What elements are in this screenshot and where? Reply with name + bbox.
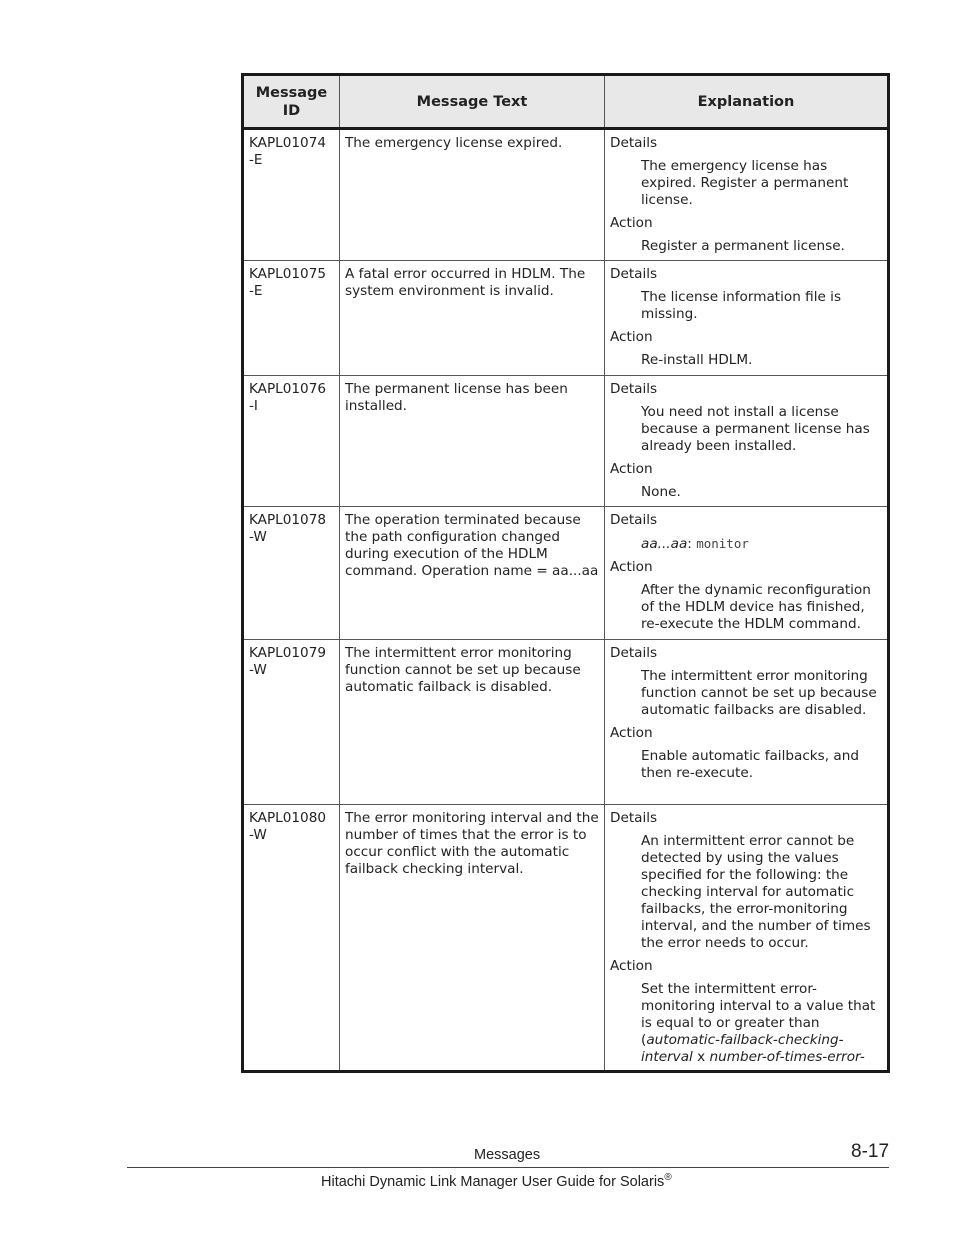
action-text: Re-install HDLM. [641, 352, 753, 368]
message-id-line2: -W [249, 662, 267, 678]
details-text: The license information file is missing. [641, 289, 842, 322]
variable-name: automatic-failback-checking-interval [641, 1032, 844, 1065]
message-id-line1: KAPL01076 [249, 381, 326, 397]
page-number: 8-17 [851, 1141, 890, 1162]
explanation-cell [605, 507, 889, 640]
footer-document-title [321, 1172, 672, 1190]
code-value: monitor [696, 536, 749, 551]
action-label: Action [610, 329, 653, 345]
operator: x [692, 1049, 710, 1065]
message-id-line2: -E [249, 283, 263, 299]
message-text-cell: The operation terminated because the path configuration changed during execution of the HDLM command. Operation name = aa...aa [340, 507, 605, 640]
message-id-line1: KAPL01080 [249, 810, 326, 826]
explanation-cell [605, 805, 889, 1072]
message-text-cell: A fatal error occurred in HDLM. The system environment is invalid. [340, 261, 605, 376]
action-text [641, 981, 882, 1066]
explanation-cell [605, 376, 889, 507]
action-label: Action [610, 725, 653, 741]
message-id-line1: KAPL01074 [249, 135, 326, 151]
details-label: Details [610, 810, 658, 826]
action-label: Action [610, 461, 653, 477]
message-id-cell [243, 261, 340, 376]
document-title-text: Hitachi Dynamic Link Manager User Guide for Solaris [321, 1173, 665, 1190]
action-label: Action [610, 958, 653, 974]
explanation-cell [605, 129, 889, 261]
message-id-line1: KAPL01078 [249, 512, 326, 528]
header-message-id: Message ID [243, 75, 340, 129]
action-text: After the dynamic reconfiguration of the HDLM device has finished, re-execute the HDLM command. [641, 582, 871, 632]
message-text-cell: The error monitoring interval and the number of times that the error is to occur conflict with the automatic failback checking interval. [340, 805, 605, 1072]
table-row [243, 507, 889, 640]
table-row [243, 805, 889, 1072]
separator: : [687, 536, 697, 552]
table-row [243, 261, 889, 376]
action-label: Action [610, 215, 653, 231]
registered-mark: ® [664, 1172, 672, 1183]
message-text-cell: The permanent license has been installed. [340, 376, 605, 507]
action-text: None. [641, 484, 681, 500]
variable-name: number-of-times-error- [709, 1049, 865, 1065]
message-id-cell [243, 376, 340, 507]
details-label: Details [610, 266, 658, 282]
details-text [641, 535, 882, 553]
header-explanation: Explanation [605, 75, 889, 129]
message-id-line1: KAPL01079 [249, 645, 326, 661]
message-id-line2: -W [249, 529, 267, 545]
footer-divider [127, 1167, 889, 1168]
details-label: Details [610, 645, 658, 661]
message-table [241, 73, 890, 1073]
details-text: The intermittent error monitoring function cannot be set up because automatic failbacks are disabled. [641, 668, 877, 718]
message-id-line2: -E [249, 152, 263, 168]
message-id-line2: -I [249, 398, 258, 414]
table-row [243, 640, 889, 805]
details-text: The emergency license has expired. Register a permanent license. [641, 158, 849, 208]
message-id-cell [243, 805, 340, 1072]
footer-section-name: Messages [474, 1147, 541, 1163]
details-label: Details [610, 512, 658, 528]
details-text: You need not install a license because a permanent license has already been installed. [641, 404, 870, 454]
table-header-row [243, 75, 889, 129]
action-prefix: Set the intermittent error-monitoring interval to a value that is equal to or greater than ( [641, 981, 876, 1048]
details-label: Details [610, 381, 658, 397]
details-label: Details [610, 135, 658, 151]
table-row [243, 129, 889, 261]
message-text-cell: The intermittent error monitoring function cannot be set up because automatic failback is disabled. [340, 640, 605, 805]
message-id-cell [243, 507, 340, 640]
action-text: Enable automatic failbacks, and then re-execute. [641, 748, 859, 781]
message-id-line1: KAPL01075 [249, 266, 326, 282]
message-text-cell: The emergency license expired. [340, 129, 605, 261]
action-text: Register a permanent license. [641, 238, 845, 254]
table-row [243, 376, 889, 507]
message-id-cell [243, 640, 340, 805]
action-label: Action [610, 559, 653, 575]
variable-name: aa...aa [641, 536, 688, 552]
header-message-text: Message Text [340, 75, 605, 129]
explanation-cell [605, 640, 889, 805]
explanation-cell [605, 261, 889, 376]
message-id-cell [243, 129, 340, 261]
details-text: An intermittent error cannot be detected by using the values specified for the following: the checking interval for automatic failbacks, the error-monitoring interval, and the number of times the error needs to occur. [641, 833, 871, 951]
message-id-line2: -W [249, 827, 267, 843]
